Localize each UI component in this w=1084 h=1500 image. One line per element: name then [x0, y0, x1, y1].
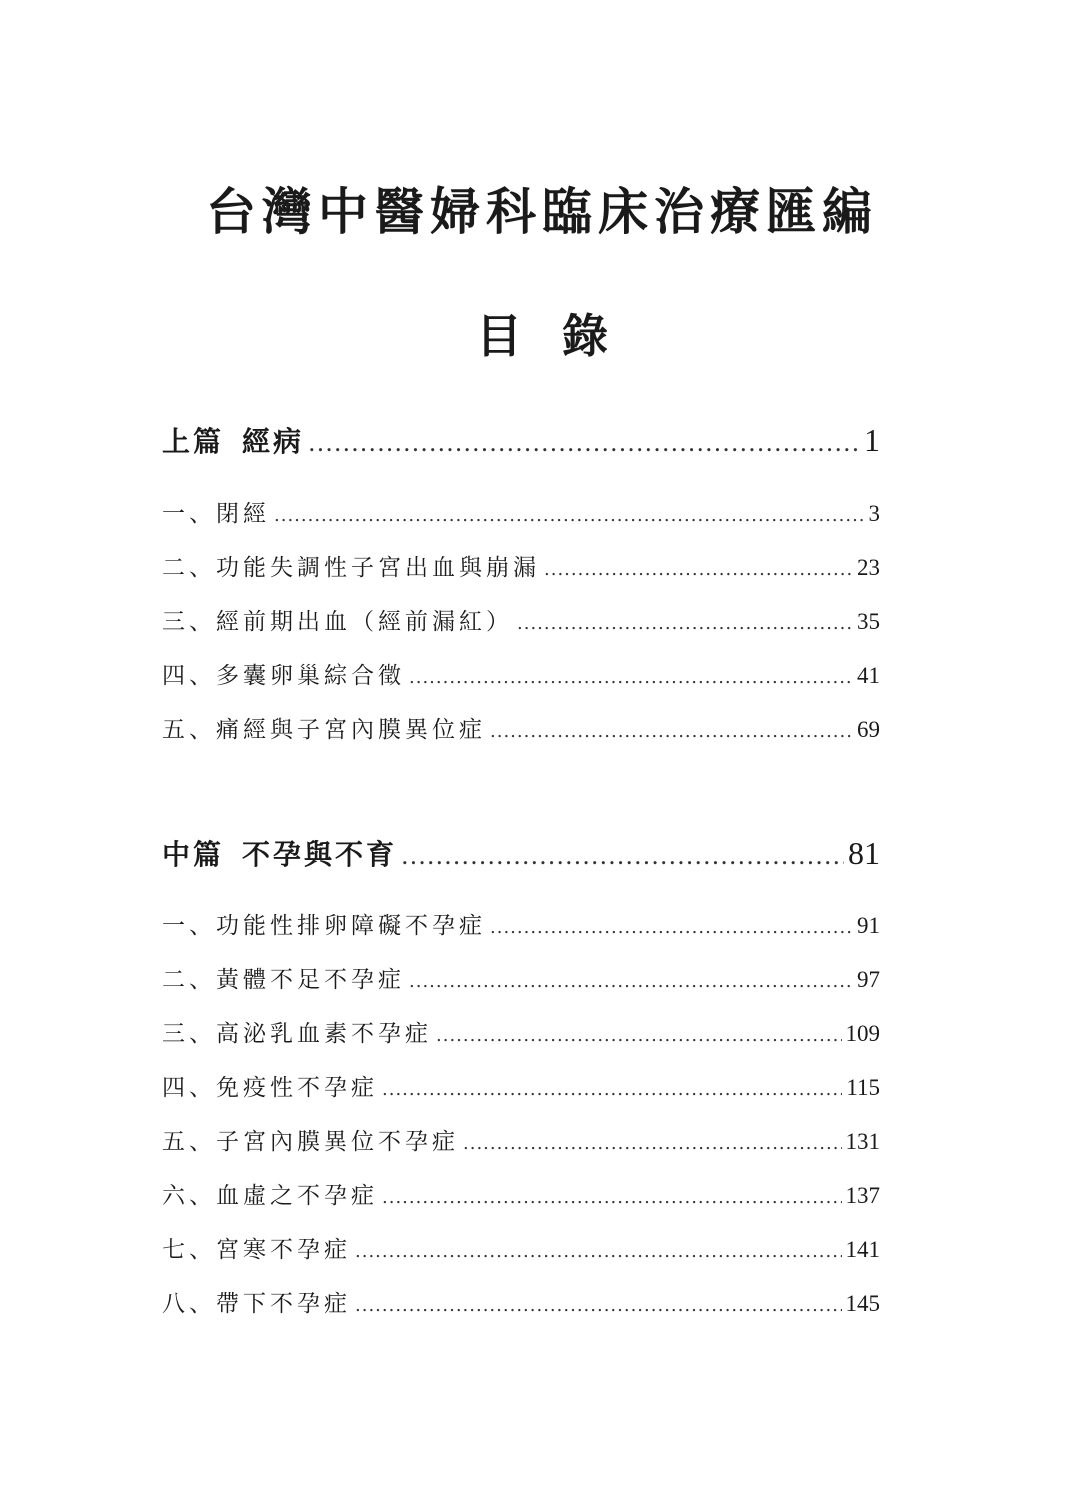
dot-leader: [382, 1187, 842, 1208]
dot-leader: [274, 505, 865, 526]
dot-leader: [544, 559, 853, 580]
dot-leader: [401, 842, 844, 870]
page-number: 41: [857, 663, 880, 688]
dot-leader: [409, 667, 853, 688]
toc-entry: [162, 657, 880, 690]
toc-entry: [162, 495, 880, 528]
dot-leader: [382, 1079, 842, 1100]
toc-entry: [162, 549, 880, 582]
toc-entry: [162, 1123, 880, 1156]
toc-entry: [162, 1231, 880, 1264]
dot-leader: [409, 971, 853, 992]
page-number: 3: [868, 501, 880, 526]
entry-label: 六、血虛之不孕症: [162, 1183, 378, 1209]
toc-heading: 目錄: [476, 309, 648, 363]
toc-entry: [162, 1177, 880, 1210]
entry-label: 一、閉經: [162, 501, 270, 527]
part-heading-1: [162, 420, 880, 460]
toc-entry: [162, 961, 880, 994]
page-number: 1: [864, 422, 880, 458]
entry-label: 八、帶下不孕症: [162, 1291, 351, 1317]
page-number: 69: [857, 717, 880, 742]
toc-entry: [162, 1069, 880, 1102]
page-number: 109: [845, 1021, 880, 1046]
page-number: 141: [845, 1237, 880, 1262]
dot-leader: [308, 429, 860, 457]
page-number: 145: [845, 1291, 880, 1316]
part-name: 中篇: [162, 838, 225, 871]
toc-entry: [162, 907, 880, 940]
part-heading-2: [162, 833, 880, 873]
page-number: 97: [857, 967, 880, 992]
part-label: [162, 833, 397, 873]
part-title: 經病: [242, 425, 305, 458]
entry-label: 四、免疫性不孕症: [162, 1075, 378, 1101]
part-title: 不孕與不育: [242, 838, 398, 871]
toc-entry: [162, 711, 880, 744]
entry-label: 七、宮寒不孕症: [162, 1237, 351, 1263]
dot-leader: [517, 613, 853, 634]
page-number: 137: [845, 1183, 880, 1208]
entry-label: 二、功能失調性子宮出血與崩漏: [162, 555, 540, 581]
page-number: 81: [848, 835, 880, 871]
book-title: 台灣中醫婦科臨床治療匯編: [206, 183, 878, 241]
part-label: [162, 420, 304, 460]
toc-entry: [162, 1285, 880, 1318]
dot-leader: [436, 1025, 842, 1046]
entry-label: 三、高泌乳血素不孕症: [162, 1021, 432, 1047]
dot-leader: [490, 721, 853, 742]
toc-entry: [162, 1015, 880, 1048]
toc-entry: [162, 603, 880, 636]
entry-label: 二、黃體不足不孕症: [162, 967, 405, 993]
entry-label: 四、多囊卵巢綜合徵: [162, 663, 405, 689]
page-number: 35: [857, 609, 880, 634]
page-number: 23: [857, 555, 880, 580]
entry-label: 一、功能性排卵障礙不孕症: [162, 913, 486, 939]
entry-label: 五、痛經與子宮內膜異位症: [162, 717, 486, 743]
dot-leader: [463, 1133, 842, 1154]
part-name: 上篇: [162, 425, 225, 458]
page-number: 131: [845, 1129, 880, 1154]
entry-label: 五、子宮內膜異位不孕症: [162, 1129, 459, 1155]
page-number: 115: [846, 1075, 880, 1100]
dot-leader: [355, 1295, 842, 1316]
dot-leader: [490, 917, 853, 938]
dot-leader: [355, 1241, 842, 1262]
page-number: 91: [857, 913, 880, 938]
entry-label: 三、經前期出血（經前漏紅）: [162, 609, 513, 635]
